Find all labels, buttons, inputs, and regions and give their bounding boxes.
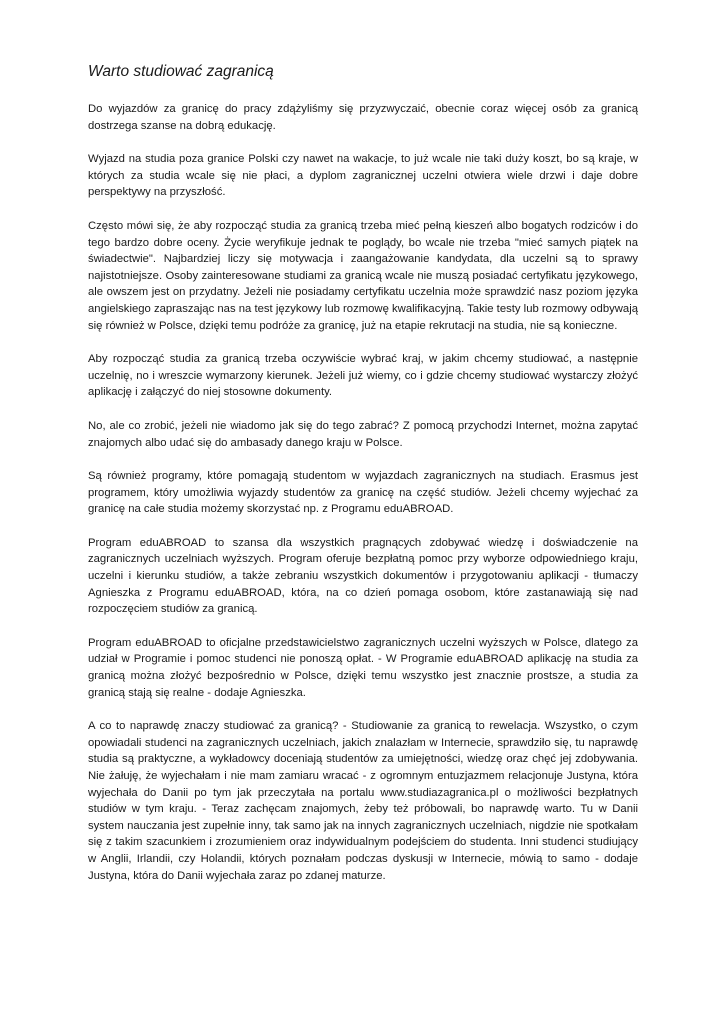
document-title: Warto studiować zagranicą (88, 63, 274, 80)
paragraph-5: No, ale co zrobić, jeżeli nie wiadomo jak się do tego zabrać? Z pomocą przychodzi Internet, można zapytać znajomych albo udać się do ambasady danego kraju w Polsce. (88, 419, 638, 449)
document-page (88, 62, 638, 901)
paragraph-6: Są również programy, które pomagają studentom w wyjazdach zagranicznych na studiach. Erasmus jest programem, który umożliwia wyjazdy studentów za granicę na część studiów. Jeżeli chcemy wyjechać za granicę na całe studia możemy skorzystać np. z Programu eduABROAD. (88, 470, 638, 516)
paragraph-7: Program eduABROAD to szansa dla wszystkich pragnących zdobywać wiedzę i doświadczenie na zagranicznych uczelniach wyższych. Program oferuje bezpłatną pomoc przy wyborze odpowiedniego kraju, uczelni i kierunku studiów, a także zebraniu wszystkich dokumentów i przygotowaniu aplikacji - tłumaczy Agnieszka z Programu eduABROAD, która, na co dzień pomaga osobom, które zastanawiają się nad rozpoczęciem studiów za granicą. (88, 536, 638, 616)
paragraph-8: Program eduABROAD to oficjalne przedstawicielstwo zagranicznych uczelni wyższych w Polsce, dlatego za udział w Programie i pomoc studenci nie ponoszą opłat. - W Programie eduABROAD aplikację na studia za granicą można złożyć bezpośrednio w Polsce, dzięki temu wszystko jest znacznie prostsze, a studia za granicą stają się realne - dodaje Agnieszka. (88, 636, 638, 699)
paragraph-4: Aby rozpocząć studia za granicą trzeba oczywiście wybrać kraj, w jakim chcemy studiować, a następnie uczelnię, no i wreszcie wymarzony kierunek. Jeżeli już wiemy, co i gdzie chcemy studiować wystarczy złożyć aplikację i załączyć do niej stosowne dokumenty. (88, 353, 638, 399)
paragraph-9: A co to naprawdę znaczy studiować za granicą? - Studiowanie za granicą to rewelacja. Wszystko, o czym opowiadali studenci na zagranicznych uczelniach, jakich znalazłam w Internecie, sprawdziło się, tu naprawdę studia są praktyczne, a wykładowcy doceniają studentów za umiejętności, wiedzę oraz chęć jej zdobywania. Nie żałuję, że wyjechałam i nie mam zamiaru wracać - z ogromnym entuzjazmem relacjonuje Justyna, która wyjechała do Danii po tym jak przeczytała na portalu www.studiazagranica.pl o możliwości bezpłatnych studiów w tym kraju. - Teraz zachęcam znajomych, żeby też próbowali, bo naprawdę warto. Tu w Danii system nauczania jest zupełnie inny, tak samo jak na innych zagranicznych uczelniach, nigdzie nie spotkałam się z takim szacunkiem i zrozumieniem oraz indywidualnym podejściem do studenta. Inni studenci studiujący w Anglii, Irlandii, czy Holandii, których poznałam podczas dyskusji w Internecie, mówią to samo - dodaje Justyna, która do Danii wyjechała zaraz po zdanej maturze. (88, 720, 638, 882)
paragraph-2: Wyjazd na studia poza granice Polski czy nawet na wakacje, to już wcale nie taki duży koszt, bo są kraje, w których za studia wcale się nie płaci, a dyplom zagranicznej uczelni otwiera wiele drzwi i daje dobre perspektywy na przyszłość. (88, 153, 638, 199)
paragraph-3: Często mówi się, że aby rozpocząć studia za granicą trzeba mieć pełną kieszeń albo bogatych rodziców i do tego bardzo dobre oceny. Życie weryfikuje jednak te poglądy, bo wcale nie trzeba "mieć samych piątek na świadectwie". Najbardziej liczy się motywacja i zaangażowanie kandydata, dla uczelni są to sprawy najistotniejsze. Osoby zainteresowane studiami za granicą wcale nie muszą posiadać certyfikatu językowego, ale owszem jest on przydatny. Jeżeli nie posiadamy certyfikatu uczelnia może sprawdzić nasz poziom języka angielskiego zapraszając nas na test językowy lub rozmowę kwalifikacyjną. Takie testy lub rozmowy odbywają się również w Polsce, dzięki temu podróże za granicę, już na etapie rekrutacji na studia, nie są konieczne. (88, 219, 638, 332)
paragraph-1: Do wyjazdów za granicę do pracy zdążyliśmy się przyzwyczaić, obecnie coraz więcej osób za granicą dostrzega szanse na dobrą edukację. (88, 103, 638, 132)
